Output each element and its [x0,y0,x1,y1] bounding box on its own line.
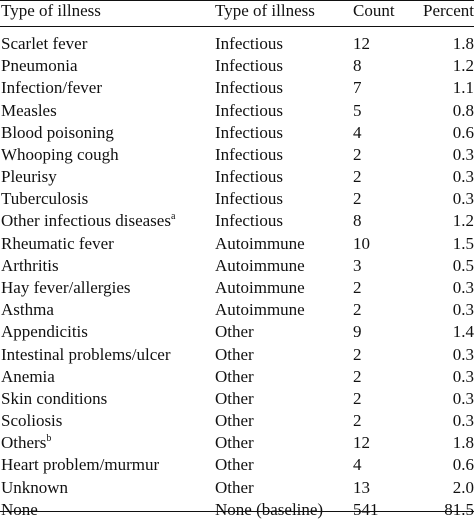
cell-illness-text: Other infectious diseases [1,211,171,231]
cell-type: None (baseline) [215,499,324,519]
cell-type: Infectious [215,122,283,142]
cell-illness-text: Skin conditions [1,388,108,408]
cell-illness-text: Heart problem/murmur [1,455,160,475]
cell-illness [1,321,88,343]
cell-percent: 1.8 [452,433,474,453]
table-row [0,477,474,499]
cell-percent: 0.3 [452,388,474,408]
cell-count: 8 [353,56,362,76]
table-row [0,55,474,77]
table-row [0,233,474,255]
table-row [0,344,474,366]
cell-illness [1,255,59,277]
table-row [0,100,474,122]
cell-count: 7 [353,78,362,98]
cell-illness [1,499,38,521]
cell-type: Infectious [215,100,283,120]
table-row [0,321,474,343]
cell-count: 8 [353,211,362,231]
cell-type: Infectious [215,167,283,187]
table-row [0,499,474,521]
cell-count: 5 [353,100,362,120]
table-row [0,432,474,454]
cell-illness-text: Anemia [1,366,55,386]
cell-type: Other [215,411,254,431]
cell-illness [1,100,57,122]
cell-illness-text: Unknown [1,477,69,497]
cell-count: 2 [353,344,362,364]
table-row [0,122,474,144]
cell-count: 12 [353,34,370,53]
cell-illness [1,122,114,144]
cell-count: 541 [353,499,379,519]
table-row [0,188,474,210]
cell-type: Other [215,366,254,386]
cell-type: Infectious [215,144,283,164]
cell-count: 2 [353,144,362,164]
cell-percent: 81.5 [444,499,474,519]
cell-illness [1,188,88,210]
cell-type: Other [215,477,254,497]
cell-type: Autoimmune [215,300,305,320]
cell-type: Other [215,433,254,453]
table-row [0,144,474,166]
cell-count: 13 [353,477,370,497]
cell-illness-text: Others [1,433,47,453]
cell-illness [1,366,55,388]
table-row [0,166,474,188]
cell-illness [1,144,119,166]
cell-illness-text: Scarlet fever [1,34,88,53]
cell-illness [1,388,107,410]
table-row [0,388,474,410]
cell-illness [1,410,62,432]
table-row [0,366,474,388]
cell-count: 12 [353,433,370,453]
cell-percent: 0.6 [452,455,474,475]
header-percent: Percent [423,1,474,20]
table-row [0,210,474,232]
cell-type: Infectious [215,56,283,76]
cell-percent: 0.3 [452,366,474,386]
cell-illness-text: Tuberculosis [1,189,89,209]
cell-count: 2 [353,189,362,209]
table-row [0,277,474,299]
cell-illness [1,477,68,499]
cell-count: 4 [353,122,362,142]
footnote-marker: b [46,432,52,444]
table-row [0,33,474,55]
cell-count: 4 [353,455,362,475]
cell-illness [1,344,170,366]
cell-percent: 1.8 [452,34,474,53]
cell-percent: 0.3 [452,411,474,431]
cell-illness-text: Rheumatic fever [1,233,114,253]
cell-illness [1,454,159,476]
cell-illness-text: Infection/fever [1,78,102,98]
cell-illness [1,55,78,77]
cell-illness [1,210,175,232]
cell-percent: 0.3 [452,189,474,209]
cell-percent: 2.0 [452,477,474,497]
cell-count: 2 [353,167,362,187]
cell-type: Other [215,322,254,342]
cell-percent: 1.2 [452,56,474,76]
cell-illness [1,77,102,99]
cell-percent: 0.6 [452,122,474,142]
cell-percent: 0.3 [452,144,474,164]
cell-illness [1,299,54,321]
cell-illness-text: Arthritis [1,255,59,275]
cell-type: Other [215,388,254,408]
cell-illness [1,277,130,299]
cell-count: 10 [353,233,370,253]
cell-illness-text: None [1,499,38,519]
cell-type: Autoimmune [215,233,305,253]
header-type: Type of illness [215,1,315,20]
cell-percent: 0.8 [452,100,474,120]
cell-illness-text: Appendicitis [1,322,88,342]
cell-percent: 1.1 [452,78,474,98]
cell-type: Autoimmune [215,277,305,297]
cell-percent: 1.4 [452,322,474,342]
cell-percent: 0.3 [452,277,474,297]
table-row [0,454,474,476]
cell-type: Infectious [215,78,283,98]
cell-illness [1,33,87,55]
cell-illness-text: Measles [1,100,57,120]
table-row [0,77,474,99]
cell-illness [1,233,114,255]
cell-percent: 1.2 [452,211,474,231]
cell-type: Infectious [215,211,283,231]
cell-illness-text: Pleurisy [1,167,57,187]
cell-illness-text: Intestinal problems/ulcer [1,344,171,364]
cell-type: Infectious [215,189,283,209]
cell-type: Other [215,344,254,364]
cell-type: Other [215,455,254,475]
cell-illness-text: Whooping cough [1,144,119,164]
table-header-rule [0,26,474,27]
cell-count: 2 [353,300,362,320]
cell-type: Autoimmune [215,255,305,275]
cell-type: Infectious [215,34,283,53]
header-illness: Type of illness [1,1,101,20]
table-row [0,299,474,321]
footnote-marker: a [170,210,176,222]
table-header-row [0,0,474,22]
cell-percent: 0.3 [452,167,474,187]
cell-percent: 0.5 [452,255,474,275]
cell-count: 2 [353,388,362,408]
cell-illness-text: Hay fever/allergies [1,277,131,297]
cell-percent: 0.3 [452,300,474,320]
cell-illness-text: Scoliosis [1,411,63,431]
cell-illness [1,432,51,454]
cell-percent: 1.5 [452,233,474,253]
cell-percent: 0.3 [452,344,474,364]
cell-count: 2 [353,411,362,431]
cell-count: 3 [353,255,362,275]
cell-count: 2 [353,277,362,297]
cell-illness-text: Blood poisoning [1,122,114,142]
cell-count: 2 [353,366,362,386]
cell-illness-text: Pneumonia [1,56,78,76]
table-row [0,255,474,277]
cell-count: 9 [353,322,362,342]
table-row [0,410,474,432]
cell-illness [1,166,57,188]
cell-illness-text: Asthma [1,300,54,320]
header-count: Count [353,1,395,20]
